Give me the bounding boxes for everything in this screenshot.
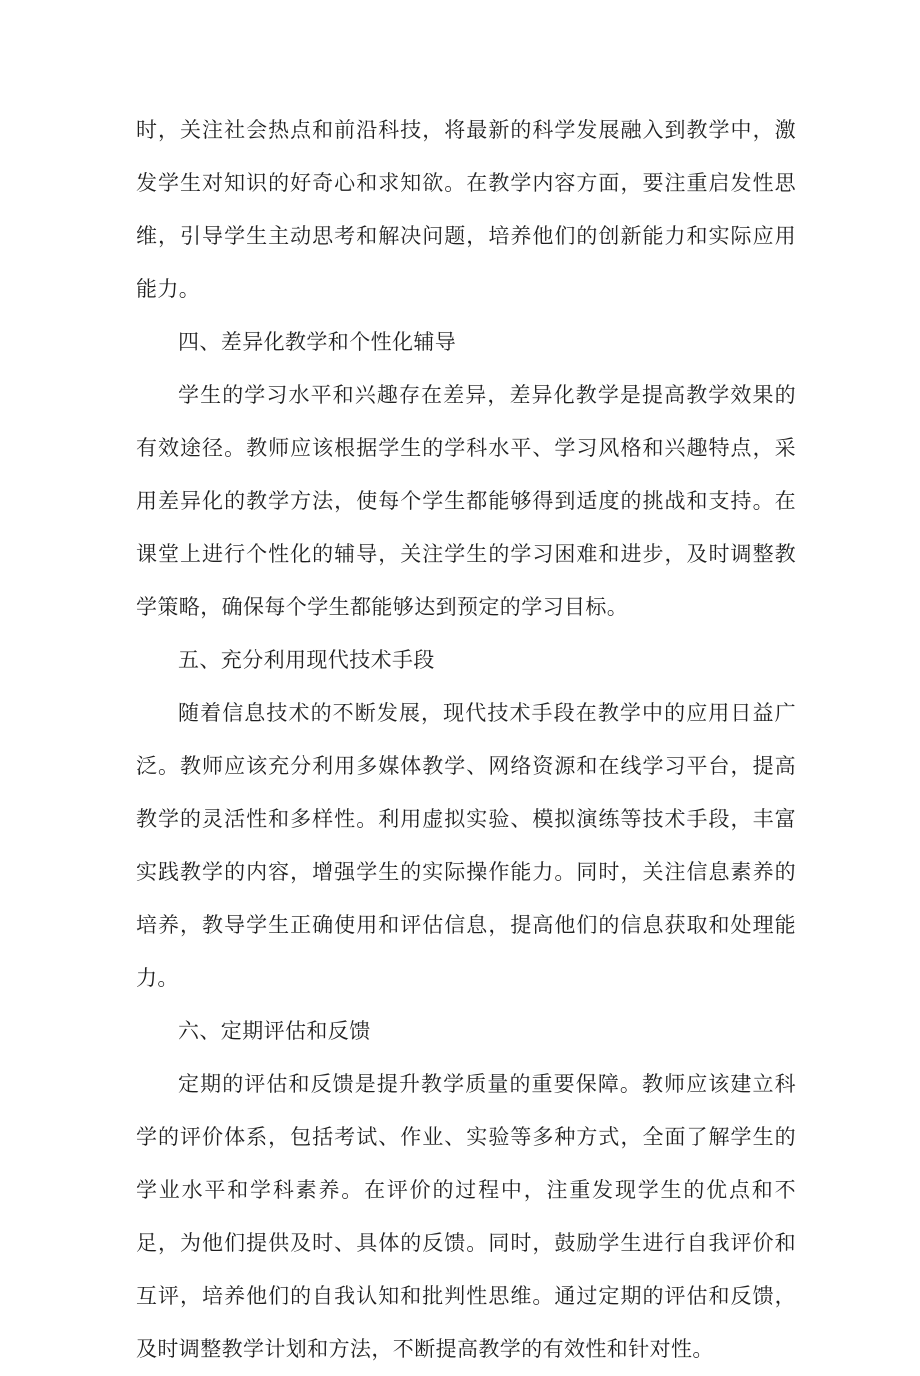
paragraph-evaluation-feedback: 定期的评估和反馈是提升教学质量的重要保障。教师应该建立科学的评价体系，包括考试、作业、实验等多种方式，全面了解学生的学业水平和学科素养。在评价的过程中，注重发现学生的优点和不足，为他们提供及时、具体的反馈。同时，鼓励学生进行自我评价和互评，培养他们的自我认知和批判性思维。通过定期的评估和反馈，及时调整教学计划和方法，不断提高教学的有效性和针对性。: [136, 1072, 796, 1361]
section-heading-5: 五、充分利用现代技术手段: [178, 648, 435, 672]
document-body: [136, 104, 796, 1376]
section-heading-4: 四、差异化教学和个性化辅导: [178, 330, 457, 354]
paragraph-differentiated-teaching: 学生的学习水平和兴趣存在差异，差异化教学是提高教学效果的有效途径。教师应该根据学生的学科水平、学习风格和兴趣特点，采用差异化的教学方法，使每个学生都能够得到适度的挑战和支持。在课堂上进行个性化的辅导，关注学生的学习困难和进步，及时调整教学策略，确保每个学生都能够达到预定的学习目标。: [136, 383, 796, 619]
section-heading-6: 六、定期评估和反馈: [178, 1019, 371, 1043]
paragraph-continuation: 时，关注社会热点和前沿科技，将最新的科学发展融入到教学中，激发学生对知识的好奇心和求知欲。在教学内容方面，要注重启发性思维，引导学生主动思考和解决问题，培养他们的创新能力和实际应用能力。: [136, 118, 796, 301]
paragraph-modern-technology: 随着信息技术的不断发展，现代技术手段在教学中的应用日益广泛。教师应该充分利用多媒体教学、网络资源和在线学习平台，提高教学的灵活性和多样性。利用虚拟实验、模拟演练等技术手段，丰富实践教学的内容，增强学生的实际操作能力。同时，关注信息素养的培养，教导学生正确使用和评估信息，提高他们的信息获取和处理能力。: [136, 701, 796, 990]
